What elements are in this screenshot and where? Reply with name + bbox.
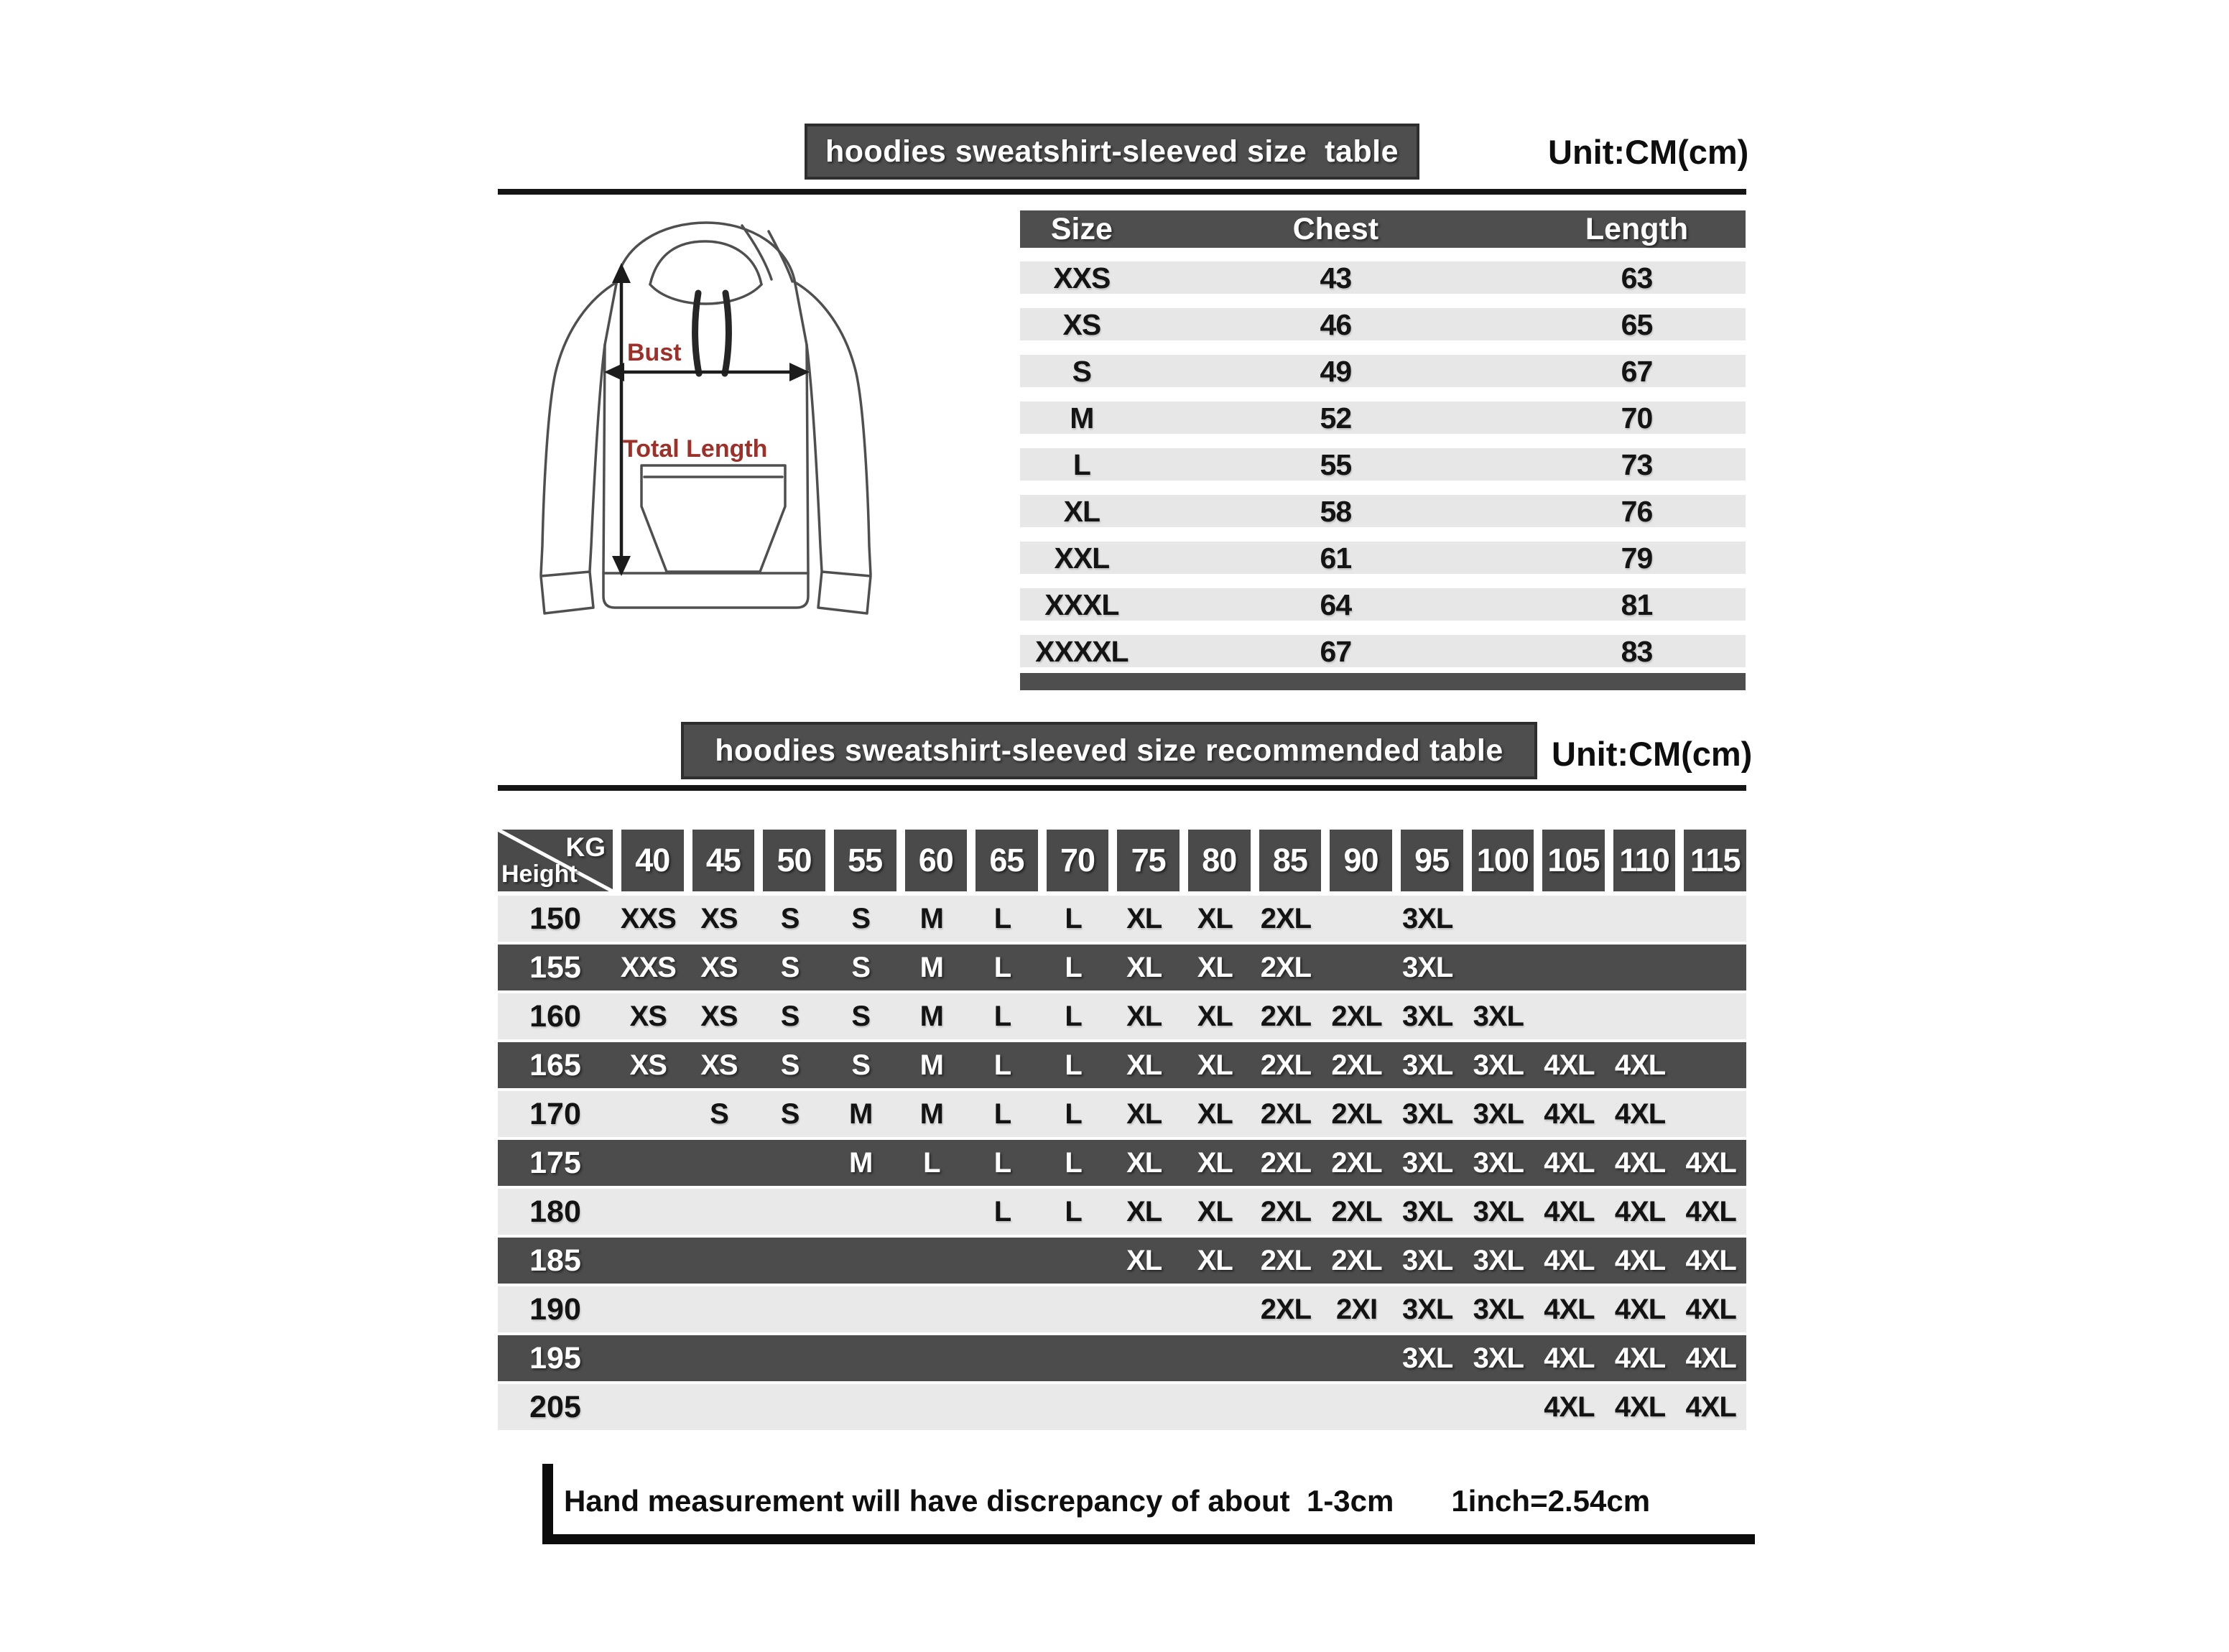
size-value-cell: XS xyxy=(700,951,738,983)
size-value-cell: L xyxy=(1065,902,1082,934)
size-value-cell: 2XL xyxy=(1260,1049,1312,1081)
size-table-row xyxy=(1020,261,1746,294)
weight-header-cell: 105 xyxy=(1542,830,1605,891)
size-value-cell: 4XL xyxy=(1544,1195,1595,1228)
size-cell: XS xyxy=(1062,308,1101,341)
height-cell: 195 xyxy=(529,1340,581,1375)
size-value-cell: M xyxy=(849,1146,873,1179)
chest-column-header: Chest xyxy=(1292,211,1379,246)
hoodie-outline-icon xyxy=(541,223,871,613)
footnote xyxy=(564,1484,1650,1518)
size-value-cell: XL xyxy=(1126,1000,1162,1032)
size-value-cell: 3XL xyxy=(1473,1342,1524,1374)
size-value-cell: 4XL xyxy=(1544,1098,1595,1130)
size-value-cell: XL xyxy=(1126,1244,1162,1276)
weight-header-cell: 95 xyxy=(1401,830,1463,891)
size-table-row xyxy=(1020,588,1746,621)
recommended-table-row xyxy=(498,1091,1746,1137)
height-cell: 205 xyxy=(529,1389,581,1424)
size-table-row xyxy=(1020,635,1746,667)
recommended-table-row xyxy=(498,1238,1746,1284)
length-cell: 76 xyxy=(1621,495,1653,528)
size-value-cell: XS xyxy=(700,1000,738,1032)
weight-header-cell: 50 xyxy=(763,830,825,891)
height-cell: 185 xyxy=(529,1243,581,1278)
size-cell: M xyxy=(1070,402,1094,435)
length-cell: 79 xyxy=(1621,542,1653,575)
size-value-cell: L xyxy=(993,1146,1011,1179)
size-value-cell: XL xyxy=(1126,1146,1162,1179)
recommended-table-row xyxy=(498,1286,1746,1332)
size-value-cell: 3XL xyxy=(1473,1195,1524,1228)
size-value-cell: L xyxy=(1065,1146,1082,1179)
height-cell: 175 xyxy=(529,1145,581,1180)
size-value-cell: S xyxy=(780,951,800,983)
size-value-cell: 4XL xyxy=(1614,1391,1666,1423)
size-value-cell: XL xyxy=(1126,902,1162,934)
chest-cell: 55 xyxy=(1320,448,1352,481)
size-value-cell: XL xyxy=(1126,1098,1162,1130)
size-value-cell: XL xyxy=(1197,1195,1233,1228)
size-value-cell: 3XL xyxy=(1473,1146,1524,1179)
size-value-cell: S xyxy=(780,902,800,934)
unit-cm-label-top: Unit:CM(cm) xyxy=(1548,133,1749,171)
hoodie-measurement-diagram xyxy=(521,208,898,639)
size-value-cell: 2XL xyxy=(1331,1146,1382,1179)
size-value-cell: XS xyxy=(629,1049,667,1081)
size-value-cell: 3XL xyxy=(1402,1146,1453,1179)
size-value-cell: 3XL xyxy=(1473,1000,1524,1032)
size-value-cell: 3XL xyxy=(1402,1049,1453,1081)
chest-cell: 43 xyxy=(1320,261,1352,294)
length-cell: 70 xyxy=(1621,402,1653,435)
size-value-cell: 4XL xyxy=(1544,1293,1595,1325)
size-value-cell: L xyxy=(923,1146,940,1179)
size-value-cell: XXS xyxy=(620,951,676,983)
length-cell: 67 xyxy=(1621,355,1653,388)
size-cell: L xyxy=(1072,448,1090,481)
size-value-cell: L xyxy=(1065,1000,1082,1032)
size-table-row xyxy=(1020,402,1746,434)
size-value-cell: S xyxy=(780,1000,800,1032)
size-value-cell: 4XL xyxy=(1685,1342,1736,1374)
size-value-cell: 3XL xyxy=(1402,1195,1453,1228)
bust-label: Bust xyxy=(627,339,682,366)
size-value-cell: 4XL xyxy=(1685,1293,1736,1325)
size-value-cell: 3XL xyxy=(1402,1098,1453,1130)
size-value-cell: 2XL xyxy=(1260,1244,1312,1276)
weight-header-cell: 65 xyxy=(976,830,1038,891)
unit-cm-label-bottom: Unit:CM(cm) xyxy=(1552,735,1753,773)
size-value-cell: S xyxy=(851,951,871,983)
size-value-cell: 2XI xyxy=(1336,1293,1378,1325)
size-value-cell: S xyxy=(780,1049,800,1081)
size-value-cell: S xyxy=(851,1000,871,1032)
recommended-table-row xyxy=(498,1140,1746,1186)
weight-header-cell: 90 xyxy=(1330,830,1392,891)
size-value-cell: 4XL xyxy=(1544,1244,1595,1276)
size-value-cell: L xyxy=(1065,1195,1082,1228)
size-table-header xyxy=(1020,210,1746,248)
chest-cell: 58 xyxy=(1320,495,1352,528)
height-cell: 190 xyxy=(529,1291,581,1327)
size-table-row xyxy=(1020,542,1746,574)
size-value-cell: S xyxy=(851,1049,871,1081)
size-table-row xyxy=(1020,308,1746,340)
middle-divider-line xyxy=(498,785,1746,791)
size-value-cell: 2XL xyxy=(1260,1293,1312,1325)
size-value-cell: 4XL xyxy=(1614,1244,1666,1276)
recommended-table-row xyxy=(498,1335,1746,1381)
height-label: Height xyxy=(501,860,578,888)
size-value-cell: 4XL xyxy=(1614,1342,1666,1374)
size-value-cell: M xyxy=(919,951,943,983)
size-value-cell: L xyxy=(993,902,1011,934)
size-value-cell: 2XL xyxy=(1260,902,1312,934)
size-value-cell: XL xyxy=(1197,951,1233,983)
size-value-cell: 3XL xyxy=(1473,1244,1524,1276)
size-value-cell: 2XL xyxy=(1260,1146,1312,1179)
size-value-cell: 4XL xyxy=(1685,1244,1736,1276)
size-value-cell: 2XL xyxy=(1331,1195,1382,1228)
size-value-cell: 3XL xyxy=(1402,951,1453,983)
length-cell: 73 xyxy=(1621,448,1653,481)
kg-label: KG xyxy=(565,832,606,862)
size-cell: XXXXL xyxy=(1035,635,1129,668)
recommended-table-body xyxy=(498,896,1746,1430)
chest-cell: 61 xyxy=(1320,542,1352,575)
top-divider-line xyxy=(498,189,1746,195)
size-value-cell: 2XL xyxy=(1260,1098,1312,1130)
size-value-cell: XL xyxy=(1197,902,1233,934)
size-table-title: hoodies sweatshirt-sleeved size table xyxy=(825,134,1399,169)
measurement-note: Hand measurement will have discrepancy of about 1-3cm xyxy=(564,1484,1394,1518)
size-value-cell: 4XL xyxy=(1614,1049,1666,1081)
size-table-row xyxy=(1020,355,1746,387)
size-value-cell: 4XL xyxy=(1685,1195,1736,1228)
weight-header-cell: 80 xyxy=(1188,830,1251,891)
size-value-cell: 4XL xyxy=(1544,1146,1595,1179)
size-value-cell: 2XL xyxy=(1331,1000,1382,1032)
weight-header-cell: 100 xyxy=(1472,830,1534,891)
size-value-cell: M xyxy=(919,1098,943,1130)
size-value-cell: 4XL xyxy=(1614,1293,1666,1325)
size-cell: XL xyxy=(1063,495,1100,528)
weight-header-cell: 70 xyxy=(1047,830,1109,891)
weight-header-cell: 75 xyxy=(1117,830,1180,891)
size-value-cell: XS xyxy=(629,1000,667,1032)
size-table-body xyxy=(1020,261,1746,667)
size-cell: XXL xyxy=(1054,542,1110,575)
chest-cell: 46 xyxy=(1320,308,1352,341)
size-value-cell: S xyxy=(851,902,871,934)
length-cell: 81 xyxy=(1621,588,1653,621)
weight-header-cell: 115 xyxy=(1684,830,1746,891)
weight-header-cell: 55 xyxy=(834,830,896,891)
size-value-cell: 3XL xyxy=(1473,1049,1524,1081)
size-value-cell: L xyxy=(1065,1049,1082,1081)
size-value-cell: XXS xyxy=(620,902,676,934)
chest-cell: 49 xyxy=(1320,355,1352,388)
size-value-cell: M xyxy=(849,1098,873,1130)
chest-cell: 67 xyxy=(1320,635,1352,668)
size-value-cell: 3XL xyxy=(1402,1342,1453,1374)
length-cell: 65 xyxy=(1621,308,1653,341)
size-value-cell: XS xyxy=(700,902,738,934)
size-value-cell: XL xyxy=(1197,1098,1233,1130)
size-value-cell: 4XL xyxy=(1544,1342,1595,1374)
size-value-cell: L xyxy=(993,1098,1011,1130)
size-table-row xyxy=(1020,495,1746,527)
size-value-cell: L xyxy=(993,1000,1011,1032)
weight-header-cell: 110 xyxy=(1613,830,1676,891)
size-value-cell: M xyxy=(919,1000,943,1032)
size-value-cell: 3XL xyxy=(1402,1293,1453,1325)
size-cell: S xyxy=(1072,355,1092,388)
size-value-cell: 4XL xyxy=(1614,1098,1666,1130)
recommended-table-row xyxy=(498,1042,1746,1088)
chest-cell: 52 xyxy=(1320,402,1352,435)
size-table-row xyxy=(1020,448,1746,481)
total-length-label: Total Length xyxy=(623,435,768,463)
height-cell: 155 xyxy=(529,950,581,985)
size-value-cell: XL xyxy=(1126,1195,1162,1228)
recommended-table-title-bar xyxy=(681,722,1537,779)
size-value-cell: XL xyxy=(1126,1049,1162,1081)
recommended-table-row xyxy=(498,1189,1746,1235)
recommended-table-header xyxy=(498,830,1746,891)
size-cell: XXXL xyxy=(1044,588,1119,621)
height-cell: 170 xyxy=(529,1096,581,1131)
recommended-table-row xyxy=(498,945,1746,990)
recommended-table-row xyxy=(498,1384,1746,1430)
size-value-cell: L xyxy=(1065,1098,1082,1130)
height-cell: 165 xyxy=(529,1047,581,1082)
size-value-cell: M xyxy=(919,902,943,934)
size-value-cell: L xyxy=(993,951,1011,983)
footnote-left-bar xyxy=(542,1464,553,1543)
size-value-cell: 4XL xyxy=(1685,1391,1736,1423)
size-value-cell: 2XL xyxy=(1260,1195,1312,1228)
total-length-arrow xyxy=(612,263,631,576)
size-value-cell: 2XL xyxy=(1260,951,1312,983)
size-value-cell: S xyxy=(710,1098,728,1130)
recommended-table xyxy=(498,830,1746,1430)
weight-header-cell: 85 xyxy=(1259,830,1322,891)
kg-height-corner-cell xyxy=(498,830,613,891)
size-value-cell: 3XL xyxy=(1473,1293,1524,1325)
size-table-bottom-bar xyxy=(1020,673,1746,690)
size-value-cell: XL xyxy=(1197,1244,1233,1276)
size-value-cell: L xyxy=(1065,951,1082,983)
height-cell: 180 xyxy=(529,1194,581,1229)
drawstrings xyxy=(695,293,729,373)
size-value-cell: 3XL xyxy=(1402,1000,1453,1032)
footnote-underline xyxy=(542,1534,1755,1544)
size-value-cell: 2XL xyxy=(1260,1000,1312,1032)
recommended-table-title: hoodies sweatshirt-sleeved size recommended table xyxy=(715,733,1503,768)
recommended-table-row xyxy=(498,993,1746,1039)
size-table-title-bar xyxy=(805,124,1419,180)
length-column-header: Length xyxy=(1585,211,1689,246)
size-value-cell: 2XL xyxy=(1331,1244,1382,1276)
weight-header-cell: 45 xyxy=(692,830,755,891)
size-value-cell: 3XL xyxy=(1402,902,1453,934)
size-value-cell: L xyxy=(993,1049,1011,1081)
size-value-cell: XL xyxy=(1197,1146,1233,1179)
size-cell: XXS xyxy=(1053,261,1111,294)
size-value-cell: XL xyxy=(1197,1000,1233,1032)
size-value-cell: 2XL xyxy=(1331,1098,1382,1130)
size-value-cell: 4XL xyxy=(1544,1391,1595,1423)
size-table xyxy=(1020,210,1746,690)
size-value-cell: XL xyxy=(1126,951,1162,983)
length-cell: 83 xyxy=(1621,635,1653,668)
size-value-cell: 4XL xyxy=(1544,1049,1595,1081)
inch-conversion: 1inch=2.54cm xyxy=(1451,1484,1651,1518)
size-value-cell: 3XL xyxy=(1473,1098,1524,1130)
weight-header-cell: 40 xyxy=(621,830,684,891)
recommended-table-row xyxy=(498,896,1746,942)
size-value-cell: L xyxy=(993,1195,1011,1228)
size-value-cell: 2XL xyxy=(1331,1049,1382,1081)
size-value-cell: 4XL xyxy=(1614,1146,1666,1179)
size-value-cell: 3XL xyxy=(1402,1244,1453,1276)
size-column-header: Size xyxy=(1050,211,1113,246)
height-cell: 160 xyxy=(529,998,581,1034)
size-value-cell: 4XL xyxy=(1614,1195,1666,1228)
size-value-cell: 4XL xyxy=(1685,1146,1736,1179)
size-value-cell: M xyxy=(919,1049,943,1081)
length-cell: 63 xyxy=(1621,261,1653,294)
size-value-cell: XS xyxy=(700,1049,738,1081)
height-cell: 150 xyxy=(529,901,581,936)
size-value-cell: XL xyxy=(1197,1049,1233,1081)
weight-header-cell: 60 xyxy=(905,830,968,891)
chest-cell: 64 xyxy=(1320,588,1352,621)
size-value-cell: S xyxy=(780,1098,800,1130)
